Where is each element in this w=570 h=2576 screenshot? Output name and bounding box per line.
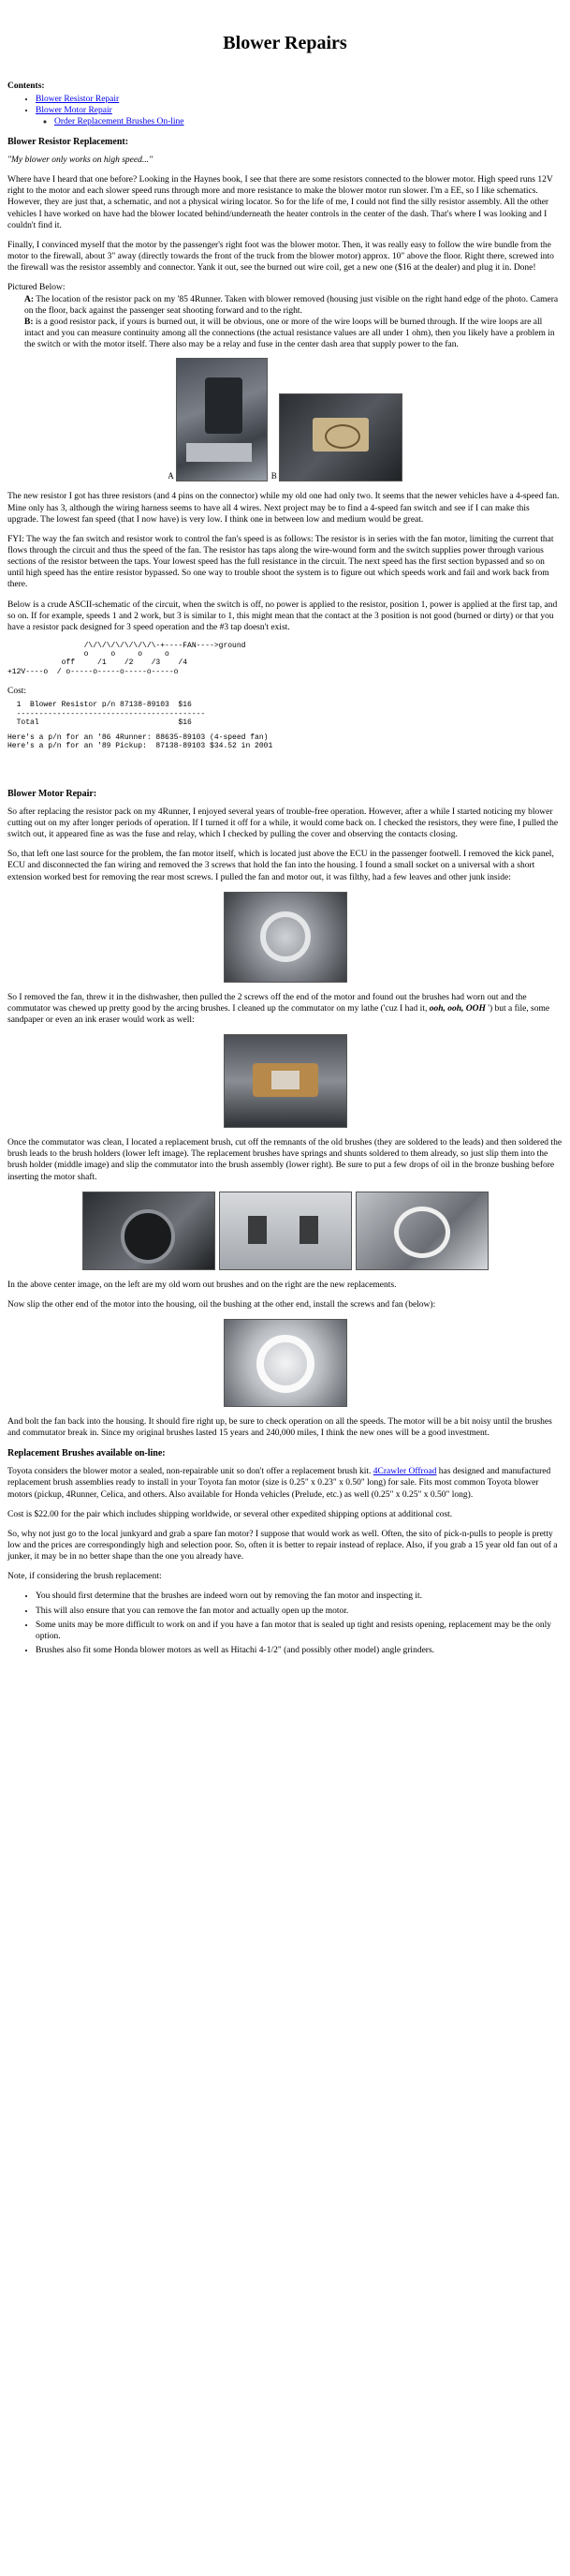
brushes-paragraph-1-start: Toyota considers the blower motor a sealed, non-repairable unit so don't offer a replacement brush kit. bbox=[7, 1467, 373, 1477]
resistor-paragraph-1: Where have I heard that one before? Looking in the Haynes book, I see that there are some resistors connected to the blower motor. High speed runs 12V right to the motor and each slower speed runs through more and more resistance to make the blower motor run slower. I'm a EE, so I like schematics. However, they are just that, a schematic, and not a physical wiring locator. So for the life of me, I could not find the silly resistor assembly. All the other vehicles I have worked on have had the blower located behind/underneath the heater controls in the center of the dash. That's where I was looking and I couldn't find it. bbox=[7, 175, 553, 230]
contents-label: Contents: bbox=[7, 81, 45, 91]
motor-paragraph-6: Now slip the other end of the motor into the housing, oil the bushing at the other end, install the screws and fan (below): bbox=[7, 1299, 436, 1310]
pictured-item-a-label: A: bbox=[24, 294, 35, 304]
resistor-paragraph-5: Below is a crude ASCII-schematic of the circuit, when the switch is off, no power is applied to the resistor, position 1, power is applied at the first tap, and so on. If for example, speeds 1 and 2 work, but 3 is similar to 1, this might mean that the contact at the 3 position is not good (burned or dirty) or that you have a resistor pack designed for 3 speed operation and the #3 tap doesn't exist. bbox=[7, 600, 558, 632]
contents-list bbox=[7, 94, 563, 127]
brush-note: • Some units may be more difficult to work on and if you have a fan motor that is sealed up tight and resists opening, replacement may be the only option. bbox=[36, 1620, 563, 1642]
resistor-location-photo bbox=[176, 358, 268, 481]
brush-note: • This will also ensure that you can remove the fan motor and actually open up the motor. bbox=[36, 1606, 563, 1617]
motor-paragraph-3 bbox=[7, 992, 563, 1026]
motor-paragraph-4: Once the commutator was clean, I located a replacement brush, cut off the remnants of the old brushes (they are soldered to the leads) and then soldered the brush leads to the brush holders (lower left image). The replacement brushes have springs and shunts soldered to them already, so just slip them into the brush holder (middle image) and slip the commutator into the brush assembly (lower right). Be sure to put a few drops of oil in the bronze bushing before inserting the motor shaft. bbox=[7, 1138, 563, 1182]
resistor-photo-row bbox=[7, 358, 563, 481]
dirty-fan-photo-row bbox=[7, 892, 563, 983]
brush-holders-photo bbox=[82, 1192, 215, 1270]
brush-note: • You should first determine that the brushes are indeed worn out by removing the fan motor and inspecting it. bbox=[36, 1591, 563, 1602]
resistor-quote bbox=[7, 155, 563, 166]
brushes-paragraph-1 bbox=[7, 1466, 563, 1500]
resistor-paragraph-3: The new resistor I got has three resistors (and 4 pins on the connector) while my old one had only two. It seems that the newer vehicles have a 4-speed fan. Mine only has 3, although the wiring harness seems to have all 4 wires. Next project may be to find a 4-speed fan switch and see if I can make this upgrade. The lowest fan speed (that I now have) is very low. I think one in between low and medium would be great. bbox=[7, 492, 560, 525]
brushes-heading: Replacement Brushes available on-line: bbox=[7, 1448, 166, 1459]
link-blower-motor-repair[interactable]: Blower Motor Repair bbox=[36, 105, 112, 115]
resistor-paragraph-4: FYI: The way the fan switch and resistor work to control the fan's speed is as follows: The resistor is in series with the fan motor, limiting the current that flows through the circuit and thus the speed of the fan. The resistor has taps along the wire-wound form and the switch supplies power through various sections of the resistor between the taps. Your lowest speed has the full resistance in the circuit. The next speed has the first section bypassed and so on until high speed has the entire resistor bypassed. So one way to trouble shoot the system is to figure out which speeds work and fail and work back from there. bbox=[7, 534, 554, 590]
part-number-89-pickup: Here's a p/n for an '89 Pickup: 87138-89103 $34.52 in 2001 bbox=[7, 742, 273, 751]
motor-paragraph-1: So after replacing the resistor pack on my 4Runner, I enjoyed several years of trouble-free operation. However, after a while I started noticing my blower cutting out on my after longer periods of operation. If I turned it off for a while, it would come back on. I checked the resistors, they were fine, I pulled the switch out, it appeared fine as was the fuse and relay, which I checked by pulling the cover and observing the contacts closing. bbox=[7, 807, 559, 840]
photo-caption-a: A bbox=[168, 470, 174, 481]
resistor-quote-text: "My blower only works on high speed..." bbox=[7, 155, 153, 166]
contents-item bbox=[36, 94, 563, 105]
motor-paragraph-3-start: So I removed the fan, threw it in the dishwasher, then pulled the 2 screws off the end of the motor and found out the brushes had worn out and the commutator was chewed up pretty good by the arcing brushes. I cleaned up the commutator on my lathe ('cuz I had it, bbox=[7, 992, 527, 1014]
pictured-label: Pictured Below: bbox=[7, 283, 66, 293]
brushes-comparison-photo bbox=[219, 1192, 352, 1270]
motor-paragraph-5: In the above center image, on the left are my old worn out brushes and on the right are the new replacements. bbox=[7, 1280, 397, 1290]
reassembled-fan-photo-row bbox=[7, 1319, 563, 1407]
brush-photos-row bbox=[7, 1192, 563, 1270]
link-4crawler-offroad[interactable]: 4Crawler Offroad bbox=[373, 1467, 437, 1477]
resistor-heading: Blower Resistor Replacement: bbox=[7, 137, 129, 148]
reassembled-fan-photo bbox=[224, 1319, 347, 1407]
brushes-paragraph-4: Note, if considering the brush replacement: bbox=[7, 1572, 162, 1582]
photo-caption-b: B bbox=[270, 470, 277, 481]
contents bbox=[7, 81, 563, 128]
brush-notes-list bbox=[7, 1591, 563, 1656]
contents-sublist bbox=[36, 116, 563, 127]
motor-paragraph-3-end: ') but a file, some sandpaper or even an ink eraser would work as well: bbox=[7, 1003, 550, 1025]
contents-subitem bbox=[54, 116, 563, 127]
brushes-paragraph-2: Cost is $22.00 for the pair which includes shipping worldwide, or several other expedited shipping options at additional cost. bbox=[7, 1509, 453, 1519]
dirty-fan-photo bbox=[224, 892, 347, 983]
ascii-schematic: /\/\/\/\/\/\/\/\-+----FAN---->ground o o o o off /1 /2 /3 /4 +12V----o / o-----o-----o-----o-----o bbox=[7, 642, 246, 676]
brush-note: • Brushes also fit some Honda blower motors as well as Hitachi 4-1/2" (and possibly other model) angle grinders. bbox=[36, 1645, 563, 1656]
brushes-paragraph-1-end: has designed and manufactured replacement brush assemblies ready to install in your Toyota fan motor (size is 0.25" x 0.23" x 0.50" long) for sale. Fits most common Toyota blower motors (pickup, 4Runner, Celica, and others. Also available for Honda vehicles (Prelude, etc.) as well (0.25" x 0.25" x 0.50" long). bbox=[7, 1467, 551, 1500]
link-blower-resistor-repair[interactable]: Blower Resistor Repair bbox=[36, 94, 120, 104]
pictured-item-b bbox=[24, 317, 563, 350]
page-title: Blower Repairs bbox=[223, 33, 347, 53]
link-order-brushes[interactable]: Order Replacement Brushes On-line bbox=[54, 117, 184, 127]
pictured-item-a-text: The location of the resistor pack on my '85 4Runner. Taken with blower removed (housing just visible on the right hand edge of the photo. Camera on the floor, back against the passenger seat shooting forward and to the right. bbox=[24, 294, 559, 316]
pictured-item-b-text: is a good resistor pack, if yours is burned out, it will be obvious, one or more of the wire loops will be burned through. If the wire loops are all intact and you can measure continuity among all the connections (the actual resistance values are all under 1 ohm), then you likely have a problem in the switch or with the motor itself. There also may be a relay and fuse in the center dash area that supply power to the fan. bbox=[24, 317, 555, 350]
motor-paragraph-3-emphasis: ooh, ooh, OOH bbox=[429, 1003, 486, 1014]
contents-item bbox=[36, 105, 563, 127]
cost-label: Cost: bbox=[7, 686, 27, 696]
commutator-photo-row bbox=[7, 1034, 563, 1128]
brush-assembly-photo bbox=[356, 1192, 489, 1270]
resistor-pack-photo bbox=[279, 393, 402, 481]
pictured-item-b-label: B: bbox=[24, 317, 34, 327]
resistor-paragraph-2: Finally, I convinced myself that the motor by the passenger's right foot was the blower motor. Then, it was really easy to follow the wire bundle from the motor to the firewall, about 3" away (directly towards the front of the truck from the blower motor) approx. 10" above the floor. Right there, screwed into the firewall was the resistor assembly and connector. Yank it out, see the burned out wire coil, get a new one ($16 at the dealer) and plug it in. Done! bbox=[7, 240, 554, 274]
cost-table: 1 Blower Resistor p/n 87138-89103 $16 ------------------------------------------ Total $16 bbox=[16, 700, 206, 728]
part-number-86-4runner: Here's a p/n for an '86 4Runner: 88635-89103 (4-speed fan) bbox=[7, 733, 269, 742]
motor-paragraph-2: So, that left one last source for the problem, the fan motor itself, which is located just above the ECU in the passenger footwell. I removed the kick panel, ECU and disconnected the fan wiring and removed the 3 screws that hold the fan into the housing. I found a small socket on a universal with a short extension worked best for removing the rear most screws. I pulled the fan and motor out, it was filthy, had a few leaves and other junk inside: bbox=[7, 850, 554, 882]
pictured-item-a bbox=[24, 294, 563, 317]
motor-heading: Blower Motor Repair: bbox=[7, 788, 97, 799]
pictured-list bbox=[7, 294, 563, 351]
commutator-photo bbox=[224, 1034, 347, 1128]
motor-paragraph-7: And bolt the fan back into the housing. It should fire right up, be sure to check operation on all the speeds. The motor will be a bit noisy until the brushes and commutator break in. Since my original brushes lasted 15 years and 240,000 miles, I think the new ones will be a good investment. bbox=[7, 1417, 552, 1439]
brushes-paragraph-3: So, why not just go to the local junkyard and grab a spare fan motor? I suppose that would work as well. Often, the sito of pick-n-pulls to people is pretty low and the prices are correspondingly high and selection poor. So, often it is better to repair instead of replace. Also, if you grab a 15 year old fan out of a junker, it may be in no better shape than the one you already have. bbox=[7, 1529, 558, 1562]
